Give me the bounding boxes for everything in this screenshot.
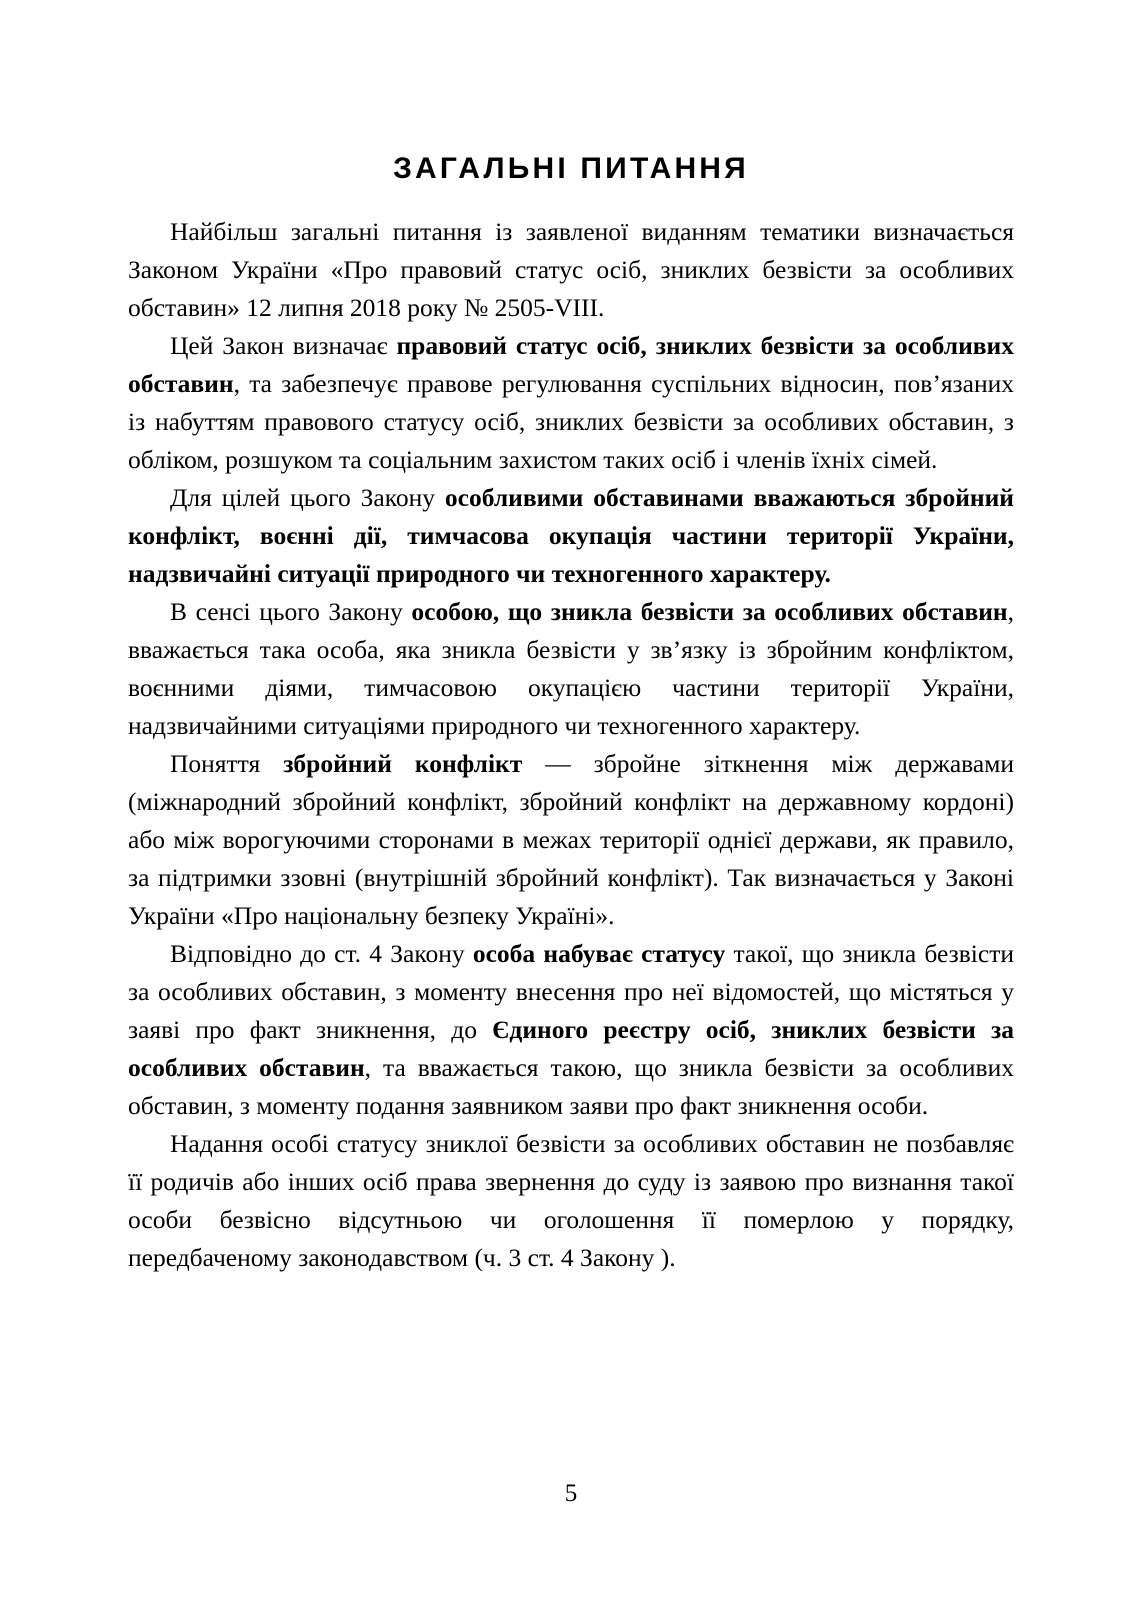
- text-run: Цей Закон визначає: [170, 331, 397, 360]
- paragraph: [128, 479, 1014, 593]
- paragraph: [128, 593, 1014, 745]
- emphasis-run: особою, що зникла безвісти за особливих обставин: [411, 597, 1008, 626]
- text-run: Надання особі статусу зниклої безвісти за особливих обставин не позбавляє її родичів або інших осіб права звернення до суду із заявою про визнання такої особи безвісно відсутньою чи оголошення її померлою у порядку, передбаченому законодавством (ч. 3 ст. 4 Закону ).: [128, 1129, 1014, 1272]
- text-run: Для цілей цього Закону: [170, 483, 445, 512]
- text-run: , та забезпечує правове регулювання суспільних відносин, пов’язаних із набуттям правового статусу осіб, зниклих безвісти за особливих обставин, з обліком, розшуком та соціальним захистом таких осіб і членів їхніх сімей.: [128, 369, 1014, 474]
- paragraph: [128, 327, 1014, 479]
- text-run: , та вважається такою, що зникла безвісти за особливих обставин, з моменту подання заявником заяви про факт зникнення особи.: [128, 1053, 1014, 1120]
- emphasis-run: збройний конфлікт: [283, 749, 523, 778]
- emphasis-run: особливими обставинами вважаються збройний конфлікт, воєнні дії, тимчасова окупація частини території України, надзвичайні ситуації природного чи техногенного характеру.: [128, 483, 1014, 588]
- paragraph: [128, 1125, 1014, 1277]
- text-run: , вважається така особа, яка зникла безвісти у зв’язку із збройним конфліктом, воєнними діями, тимчасовою окупацією частини території України, надзвичайними ситуаціями природного чи техногенного характеру.: [128, 597, 1014, 740]
- page-number: 5: [564, 1480, 578, 1507]
- emphasis-run: особа набуває статусу: [472, 939, 726, 968]
- text-run: такої, що зникла безвісти за особливих обставин, з моменту внесення про неї відомостей, що містяться у заяві про факт зникнення, до: [128, 939, 1014, 1044]
- text-run: Відповідно до ст. 4 Закону: [170, 939, 473, 968]
- paragraph: [128, 745, 1014, 935]
- text-run: Поняття: [170, 749, 284, 778]
- text-run: — збройне зіткнення між державами (міжнародний збройний конфлікт, збройний конфлікт на державному кордоні) або між ворогуючими сторонами в межах території однієї держави, як правило, за підтримки ззовні (внутрішній збройний конфлікт). Так визначається у Законі України «Про національну безпеку Україні».: [128, 749, 1014, 930]
- paragraph: [128, 935, 1014, 1125]
- page-title: ЗАГАЛЬНІ ПИТАННЯ: [393, 152, 749, 186]
- document-body: [128, 213, 1014, 1277]
- text-run: Найбільш загальні питання із заявленої виданням тематики визначається Законом України «Про правовий статус осіб, зниклих безвісти за особливих обставин» 12 липня 2018 року № 2505-VIII.: [128, 217, 1014, 322]
- emphasis-run: правовий статус осіб, зниклих безвісти за особливих обставин: [128, 331, 1014, 398]
- text-run: В сенсі цього Закону: [170, 597, 412, 626]
- paragraph: [128, 213, 1014, 327]
- emphasis-run: Єдиного реєстру осіб, зниклих безвісти за особливих обставин: [128, 1015, 1014, 1082]
